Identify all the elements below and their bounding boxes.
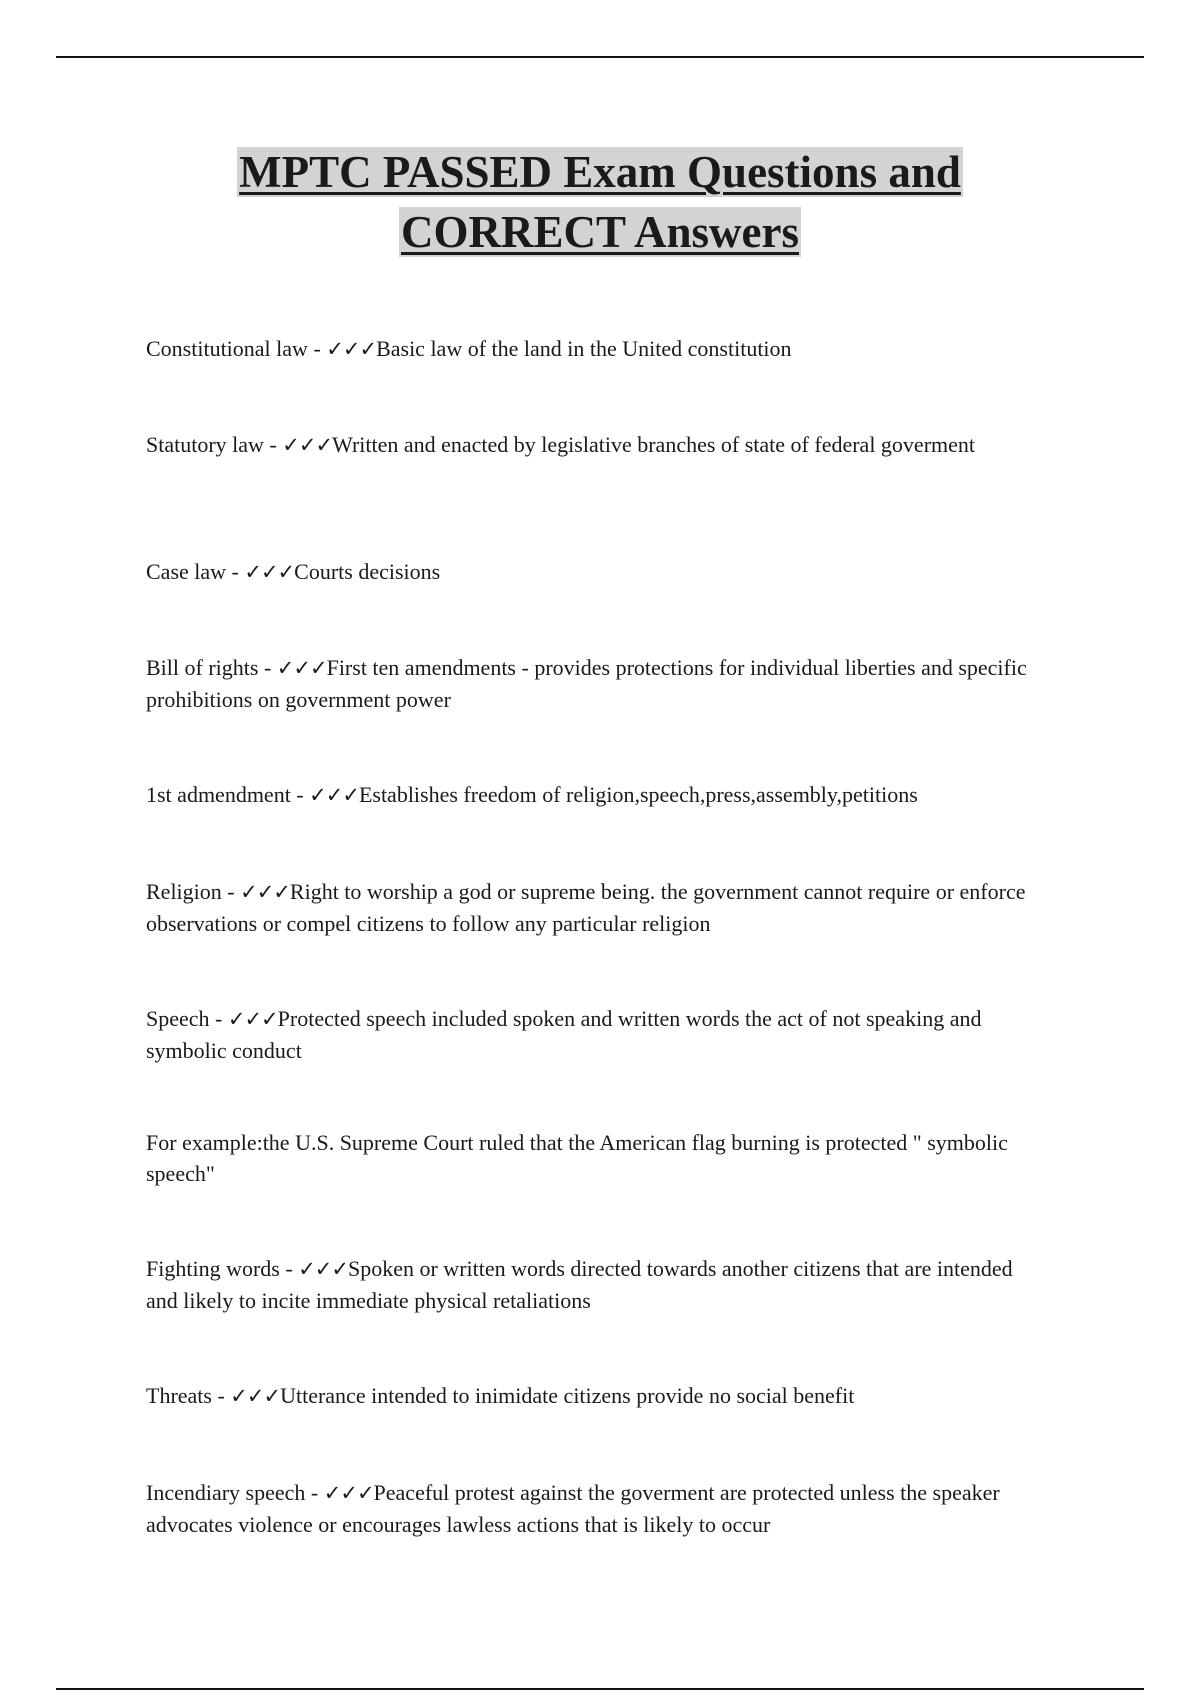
qa-entry-case-law bbox=[146, 556, 1046, 588]
entry-definition: Protected speech included spoken and written words the act of not speaking and symbolic conduct bbox=[146, 1006, 982, 1063]
entry-definition: Peaceful protest against the goverment are protected unless the speaker advocates violence or encourages lawless actions that is likely to occur bbox=[146, 1480, 1000, 1537]
entry-term: Constitutional law - bbox=[146, 336, 327, 361]
entry-term: 1st admendment - bbox=[146, 782, 310, 807]
qa-entry-statutory-law bbox=[146, 429, 1046, 461]
entry-term: Speech - bbox=[146, 1006, 228, 1031]
checkmarks-icon: ✓✓✓ bbox=[276, 656, 327, 680]
entry-definition: Right to worship a god or supreme being. the government cannot require or enforce observations or compel citizens to follow any particular religion bbox=[146, 879, 1026, 936]
checkmarks-icon: ✓✓✓ bbox=[230, 1384, 281, 1408]
bottom-rule bbox=[56, 1688, 1144, 1690]
entry-term: Threats - bbox=[146, 1383, 231, 1408]
title-line-1: MPTC PASSED Exam Questions and bbox=[239, 147, 961, 197]
entry-term: Religion - bbox=[146, 879, 241, 904]
entry-text: For example:the U.S. Supreme Court ruled that the American flag burning is protected " symbolic speech" bbox=[146, 1130, 1008, 1186]
qa-entry-bill-of-rights bbox=[146, 652, 1046, 715]
qa-entry-threats bbox=[146, 1380, 1046, 1412]
qa-entry-incendiary-speech bbox=[146, 1477, 1046, 1540]
entry-definition: Written and enacted by legislative branches of state of federal goverment bbox=[332, 432, 976, 457]
entry-term: Incendiary speech - bbox=[146, 1480, 324, 1505]
qa-entry-fighting-words bbox=[146, 1253, 1046, 1316]
entry-term: Bill of rights - bbox=[146, 655, 277, 680]
entry-term: Statutory law - bbox=[146, 432, 283, 457]
entry-term: Case law - bbox=[146, 559, 245, 584]
entry-definition: Basic law of the land in the United constitution bbox=[376, 336, 792, 361]
entry-definition: First ten amendments - provides protections for individual liberties and specific prohibitions on government power bbox=[146, 655, 1027, 712]
qa-entry-constitutional-law bbox=[146, 333, 1046, 365]
checkmarks-icon: ✓✓✓ bbox=[309, 783, 359, 807]
qa-entry-1st-amendment bbox=[146, 779, 1046, 811]
entry-definition: Utterance intended to inimidate citizens provide no social benefit bbox=[280, 1383, 855, 1408]
entry-definition: Courts decisions bbox=[294, 559, 441, 584]
checkmarks-icon: ✓✓✓ bbox=[298, 1257, 348, 1281]
checkmarks-icon: ✓✓✓ bbox=[227, 1007, 278, 1031]
checkmarks-icon: ✓✓✓ bbox=[282, 433, 333, 457]
entry-definition: Establishes freedom of religion,speech,press,assembly,petitions bbox=[358, 782, 918, 807]
checkmarks-icon: ✓✓✓ bbox=[240, 880, 290, 904]
checkmarks-icon: ✓✓✓ bbox=[323, 1481, 374, 1505]
checkmarks-icon: ✓✓✓ bbox=[244, 560, 295, 584]
checkmarks-icon: ✓✓✓ bbox=[326, 337, 377, 361]
title-line-2: CORRECT Answers bbox=[401, 207, 799, 257]
qa-entry-speech bbox=[146, 1003, 1046, 1066]
qa-entry-religion bbox=[146, 876, 1046, 939]
entry-term: Fighting words - bbox=[146, 1256, 299, 1281]
entry-definition: Spoken or written words directed towards another citizens that are intended and likely to incite immediate physical retaliations bbox=[146, 1256, 1013, 1313]
qa-entry-example-note bbox=[146, 1127, 1046, 1189]
